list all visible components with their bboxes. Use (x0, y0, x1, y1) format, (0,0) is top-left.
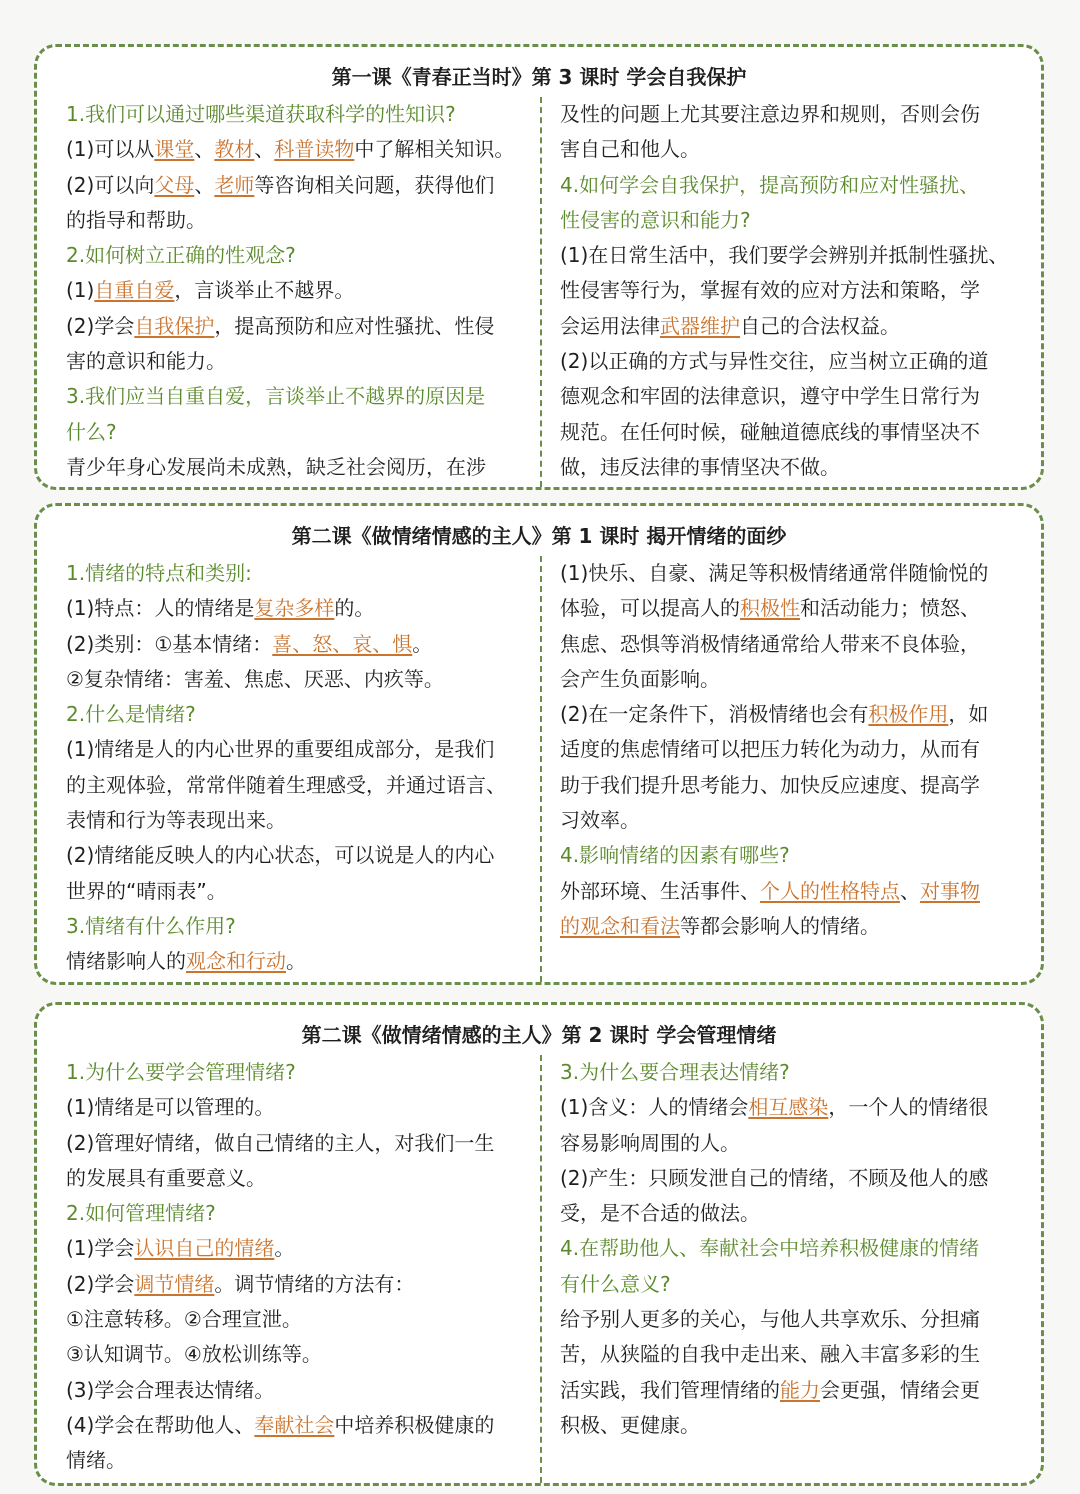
answer-line (66, 1373, 526, 1408)
answer-line (560, 662, 1023, 697)
text-segment: (2)类别：①基本情绪： (66, 631, 273, 656)
text-segment: 会运用法律 (560, 313, 660, 338)
answer-line (66, 1337, 526, 1372)
answer-line (560, 1196, 1023, 1231)
text-segment: 4.影响情绪的因素有哪些? (560, 843, 790, 868)
keyword-highlight: 能力 (780, 1377, 820, 1402)
question-line (66, 1055, 526, 1090)
question-line (560, 1231, 1023, 1266)
question-line (560, 203, 1023, 238)
text-segment: 容易影响周围的人。 (560, 1130, 740, 1155)
text-segment: (2)学会 (66, 1271, 135, 1296)
right-column (542, 1055, 1041, 1483)
answer-line (66, 168, 526, 203)
question-line (66, 556, 526, 591)
answer-line (66, 450, 526, 485)
answer-line (560, 697, 1023, 732)
text-segment: 青少年身心发展尚未成熟，缺乏社会阅历，在涉 (66, 454, 486, 479)
text-segment: 给予别人更多的关心，与他人共享欢乐、分担痛 (560, 1307, 980, 1332)
answer-line (560, 273, 1023, 308)
answer-line (560, 874, 1023, 909)
text-segment: 2.如何管理情绪? (66, 1201, 216, 1226)
text-segment: 1.情绪的特点和类别: (66, 561, 252, 585)
question-line (66, 697, 526, 732)
answer-line (560, 1126, 1023, 1161)
answer-line (66, 203, 526, 238)
answer-line (560, 1161, 1023, 1196)
keyword-highlight: 科普读物 (274, 137, 355, 162)
answer-line (66, 309, 526, 344)
answer-line (66, 944, 526, 979)
text-segment: 会产生负面影响。 (560, 666, 720, 691)
left-column (37, 556, 542, 982)
question-line (66, 97, 526, 132)
text-segment: 、 (194, 172, 215, 197)
text-segment: 和活动能力；愤怒、 (800, 596, 980, 621)
text-segment: (2)可以向 (66, 172, 155, 197)
text-segment: 。 (412, 631, 433, 656)
answer-line (560, 238, 1023, 273)
text-segment: (1)快乐、自豪、满足等积极情绪通常伴随愉悦的 (560, 561, 989, 585)
keyword-highlight: 自我保护 (134, 313, 215, 338)
text-segment: 做，违反法律的事情坚决不做。 (560, 454, 840, 479)
text-segment: ，如 (948, 702, 989, 727)
text-segment: 世界的“晴雨表”。 (66, 878, 227, 903)
question-line (560, 1055, 1023, 1090)
text-segment: 适度的焦虑情绪可以把压力转化为动力，从而有 (560, 737, 980, 762)
text-segment: (2)在一定条件下，消极情绪也会有 (560, 702, 869, 727)
lesson-card-1 (34, 44, 1044, 490)
text-segment: 规范。在任何时候，碰触道德底线的事情坚决不 (560, 419, 980, 444)
text-segment: 情绪影响人的 (66, 949, 186, 974)
right-column (542, 97, 1041, 487)
text-segment: 害自己和他人。 (560, 137, 700, 162)
question-line (560, 1267, 1023, 1302)
keyword-highlight: 武器维护 (660, 313, 740, 338)
text-segment: 苦，从狭隘的自我中走出来、融入丰富多彩的生 (560, 1342, 980, 1367)
keyword-highlight: 父母 (154, 172, 195, 197)
text-segment: ，提高预防和应对性骚扰、性侵 (214, 313, 495, 338)
text-segment: 中培养积极健康的 (334, 1412, 495, 1437)
question-line (560, 838, 1023, 873)
text-segment: 、 (194, 137, 215, 162)
text-segment: (1)学会 (66, 1236, 135, 1261)
question-line (560, 168, 1023, 203)
keyword-highlight: 积极作用 (868, 702, 949, 727)
text-segment: 受，是不合适的做法。 (560, 1201, 760, 1226)
question-line (66, 379, 526, 414)
answer-line (66, 1443, 526, 1478)
keyword-highlight: 相互感染 (748, 1095, 829, 1120)
answer-line (560, 909, 1023, 944)
text-segment: 什么? (66, 419, 117, 444)
answer-line (66, 132, 526, 167)
text-segment: 性侵害的意识和能力? (560, 207, 751, 232)
text-segment: 4.如何学会自我保护，提高预防和应对性骚扰、 (560, 172, 980, 197)
answer-line (560, 732, 1023, 767)
text-segment: (2)情绪能反映人的内心状态，可以说是人的内心 (66, 843, 495, 868)
answer-line (66, 1267, 526, 1302)
question-line (66, 909, 526, 944)
answer-line (66, 1090, 526, 1125)
text-segment: 自己的合法权益。 (740, 313, 900, 338)
right-column (542, 556, 1041, 982)
text-segment: 3.我们应当自重自爱，言谈举止不越界的原因是 (66, 384, 486, 409)
answer-line (66, 803, 526, 838)
answer-line (560, 450, 1023, 485)
keyword-highlight: 对事物 (920, 878, 980, 903)
text-segment: 助于我们提升思考能力、加快反应速度、提高学 (560, 772, 980, 797)
answer-line (66, 662, 526, 697)
text-segment: 1.为什么要学会管理情绪? (66, 1060, 296, 1084)
text-segment: 2.什么是情绪? (66, 702, 196, 727)
text-segment: (3)学会合理表达情绪。 (66, 1377, 275, 1402)
text-segment: ①注意转移。②合理宣泄。 (66, 1307, 302, 1332)
left-column (37, 1055, 542, 1483)
answer-line (66, 1161, 526, 1196)
text-segment: (1)可以从 (66, 137, 155, 162)
question-line (66, 1196, 526, 1231)
card-title: 第二课《做情绪情感的主人》第 1 课时 揭开情绪的面纱 (291, 524, 787, 548)
text-segment: (2)以正确的方式与异性交往，应当树立正确的道 (560, 349, 989, 374)
answer-line (66, 768, 526, 803)
answer-line (560, 1302, 1023, 1337)
answer-line (560, 97, 1023, 132)
answer-line (560, 1090, 1023, 1125)
text-segment: 会更强，情绪会更 (820, 1377, 980, 1402)
text-segment: 中了解相关知识。 (354, 137, 515, 162)
text-segment: 焦虑、恐惧等消极情绪通常给人带来不良体验， (560, 631, 980, 656)
text-segment: 。 (274, 1236, 295, 1261)
answer-line (560, 627, 1023, 662)
text-segment: ②复杂情绪：害羞、焦虑、厌恶、内疚等。 (66, 666, 444, 691)
answer-line (560, 309, 1023, 344)
answer-line (66, 1231, 526, 1266)
text-segment: 及性的问题上尤其要注意边界和规则，否则会伤 (560, 102, 980, 126)
keyword-highlight: 课堂 (154, 137, 195, 162)
text-segment: 、 (900, 878, 920, 903)
text-segment: 的。 (334, 596, 375, 621)
keyword-highlight: 观念和行动 (186, 949, 286, 974)
answer-line (560, 556, 1023, 591)
answer-line (560, 1337, 1023, 1372)
text-segment: (4)学会在帮助他人、 (66, 1412, 255, 1437)
text-segment: 。调节情绪的方法有： (214, 1271, 415, 1296)
keyword-highlight: 教材 (214, 137, 255, 162)
answer-line (560, 415, 1023, 450)
question-line (66, 415, 526, 450)
text-segment: (1)在日常生活中，我们要学会辨别并抵制性骚扰、 (560, 243, 1009, 268)
text-segment: (1) (66, 278, 95, 303)
answer-line (560, 344, 1023, 379)
text-segment: 。 (286, 949, 306, 974)
answer-line (560, 1373, 1023, 1408)
answer-line (66, 1302, 526, 1337)
keyword-highlight: 积极性 (740, 596, 800, 621)
text-segment: ，言谈举止不越界。 (174, 278, 355, 303)
card-title: 第二课《做情绪情感的主人》第 2 课时 学会管理情绪 (301, 1023, 777, 1047)
keyword-highlight: 的观念和看法 (560, 913, 680, 938)
keyword-highlight: 调节情绪 (134, 1271, 215, 1296)
answer-line (66, 732, 526, 767)
answer-line (66, 344, 526, 379)
text-segment: (1)情绪是可以管理的。 (66, 1095, 275, 1120)
text-segment: ，一个人的情绪很 (828, 1095, 989, 1120)
text-segment: 活实践，我们管理情绪的 (560, 1377, 780, 1402)
text-segment: 德观念和牢固的法律意识，遵守中学生日常行为 (560, 384, 980, 409)
answer-line (560, 768, 1023, 803)
answer-line (560, 1408, 1023, 1443)
text-segment: (2)学会 (66, 313, 135, 338)
answer-line (66, 838, 526, 873)
answer-line (66, 627, 526, 662)
card-title: 第一课《青春正当时》第 3 课时 学会自我保护 (331, 65, 747, 89)
left-column (37, 97, 542, 487)
text-segment: (1)特点：人的情绪是 (66, 596, 255, 621)
text-segment: (2)管理好情绪，做自己情绪的主人，对我们一生 (66, 1130, 495, 1155)
text-segment: ③认知调节。④放松训练等。 (66, 1342, 322, 1367)
text-segment: 等都会影响人的情绪。 (680, 913, 880, 938)
text-segment: 3.情绪有什么作用? (66, 913, 236, 938)
lesson-card-3 (34, 1002, 1044, 1486)
keyword-highlight: 复杂多样 (254, 596, 335, 621)
text-segment: 体验，可以提高人的 (560, 596, 740, 621)
answer-line (560, 379, 1023, 414)
text-segment: 4.在帮助他人、奉献社会中培养积极健康的情绪 (560, 1236, 980, 1261)
keyword-highlight: 奉献社会 (254, 1412, 335, 1437)
text-segment: 等咨询相关问题，获得他们 (254, 172, 495, 197)
answer-line (66, 1408, 526, 1443)
answer-line (560, 132, 1023, 167)
keyword-highlight: 自重自爱 (94, 278, 175, 303)
text-segment: 有什么意义? (560, 1271, 671, 1296)
text-segment: 情绪。 (66, 1448, 126, 1473)
text-segment: 外部环境、生活事件、 (560, 878, 760, 903)
text-segment: 表情和行为等表现出来。 (66, 808, 286, 833)
keyword-highlight: 个人的性格特点 (760, 878, 900, 903)
keyword-highlight: 认识自己的情绪 (134, 1236, 275, 1261)
text-segment: (1)含义：人的情绪会 (560, 1095, 749, 1120)
lesson-card-2 (34, 503, 1044, 985)
answer-line (560, 803, 1023, 838)
text-segment: 1.我们可以通过哪些渠道获取科学的性知识? (66, 102, 456, 126)
text-segment: 的发展具有重要意义。 (66, 1165, 266, 1190)
text-segment: (2)产生：只顾发泄自己的情绪，不顾及他人的感 (560, 1165, 989, 1190)
text-segment: 害的意识和能力。 (66, 349, 226, 374)
text-segment: 3.为什么要合理表达情绪? (560, 1060, 790, 1084)
question-line (66, 238, 526, 273)
text-segment: 积极、更健康。 (560, 1412, 700, 1437)
text-segment: 性侵害等行为，掌握有效的应对方法和策略，学 (560, 278, 980, 303)
text-segment: 的指导和帮助。 (66, 207, 206, 232)
keyword-highlight: 老师 (214, 172, 255, 197)
text-segment: 2.如何树立正确的性观念? (66, 243, 296, 268)
answer-line (66, 591, 526, 626)
text-segment: 、 (254, 137, 275, 162)
keyword-highlight: 喜、怒、哀、惧 (272, 631, 413, 656)
text-segment: (1)情绪是人的内心世界的重要组成部分，是我们 (66, 737, 495, 762)
answer-line (560, 591, 1023, 626)
text-segment: 习效率。 (560, 808, 640, 833)
answer-line (66, 874, 526, 909)
answer-line (66, 1126, 526, 1161)
answer-line (66, 273, 526, 308)
text-segment: 的主观体验，常常伴随着生理感受，并通过语言、 (66, 772, 506, 797)
